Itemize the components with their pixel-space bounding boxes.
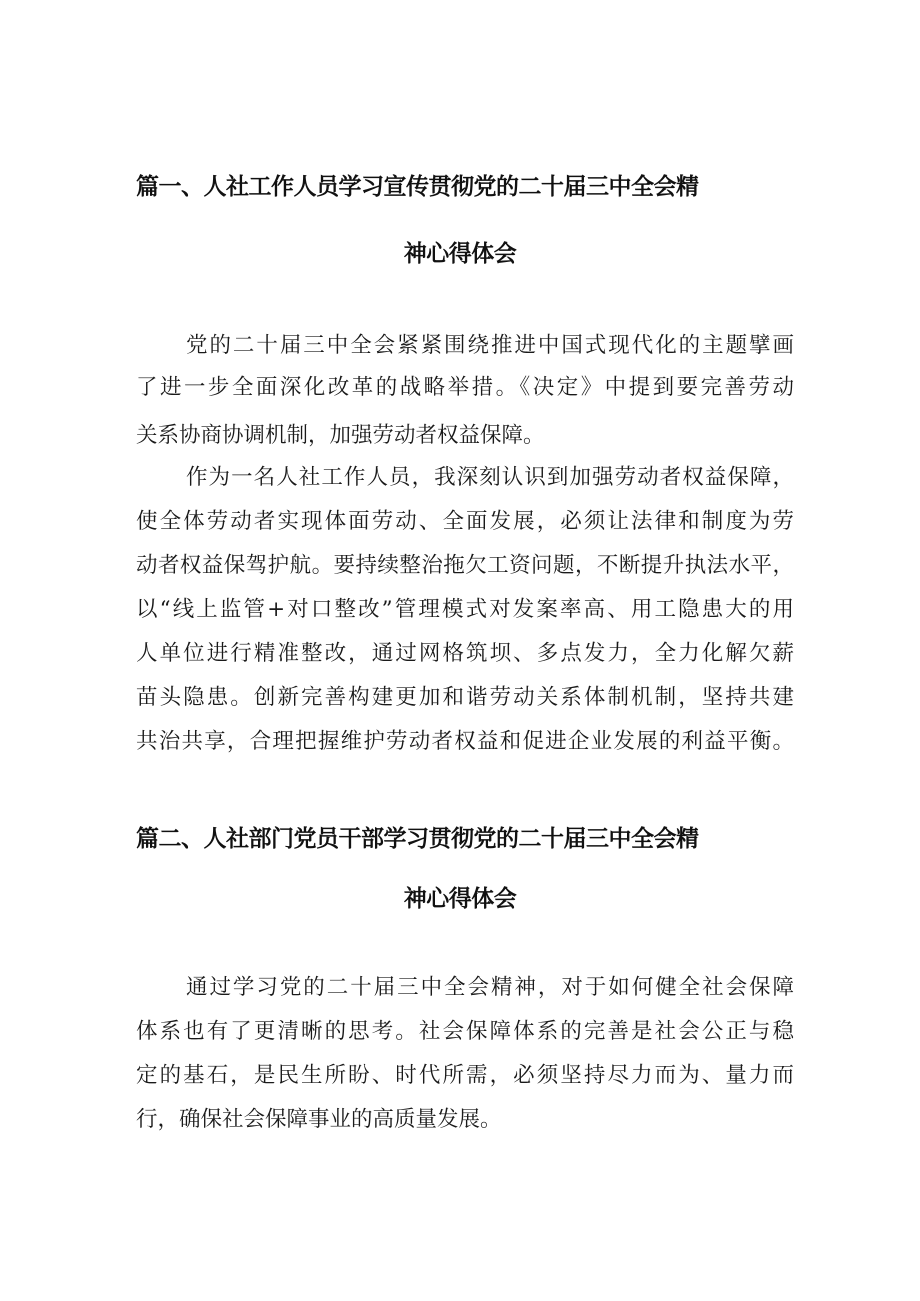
section2-heading-line2: 神心得体会	[403, 886, 517, 912]
section1-p1-line3: 关系协商协调机制，加强劳动者权益保障。	[136, 423, 545, 448]
section2-p1-line2: 体系也有了更清晰的思考。社会保障体系的完善是社会公正与稳	[136, 1019, 794, 1044]
section1-p2-line2: 使全体劳动者实现体面劳动、全面发展，必须让法律和制度为劳	[136, 509, 794, 534]
section1-heading-line2: 神心得体会	[403, 241, 517, 267]
section1-p2-line1: 作为一名人社工作人员，我深刻认识到加强劳动者权益保障，	[186, 465, 794, 490]
section1-heading-line1: 篇一、人社工作人员学习宣传贯彻党的二十届三中全会精	[136, 174, 699, 200]
section2-p1-line1: 通过学习党的二十届三中全会精神，对于如何健全社会保障	[186, 975, 794, 1000]
section2-p1-line3: 定的基石，是民生所盼、时代所需，必须坚持尽力而为、量力而	[136, 1063, 794, 1088]
section1-p2-line7: 共治共享，合理把握维护劳动者权益和促进企业发展的利益平衡。	[136, 729, 794, 754]
section1-p2-line5: 人单位进行精准整改，通过网格筑坝、多点发力，全力化解欠薪	[136, 641, 794, 666]
section1-p1-line2: 了进一步全面深化改革的战略举措。《决定》中提到要完善劳动	[136, 375, 794, 400]
section1-p2-line4: 以“线上监管+对口整改”管理模式对发案率高、用工隐患大的用	[136, 597, 794, 622]
section1-p2-line6: 苗头隐患。创新完善构建更加和谐劳动关系体制机制，坚持共建	[136, 685, 794, 710]
section1-p2-line3: 动者权益保驾护航。要持续整治拖欠工资问题，不断提升执法水平，	[136, 553, 794, 578]
section1-p1-line1: 党的二十届三中全会紧紧围绕推进中国式现代化的主题擘画	[186, 333, 794, 358]
section2-p1-line4: 行，确保社会保障事业的高质量发展。	[136, 1107, 502, 1132]
section2-heading-line1: 篇二、人社部门党员干部学习贯彻党的二十届三中全会精	[136, 826, 699, 852]
